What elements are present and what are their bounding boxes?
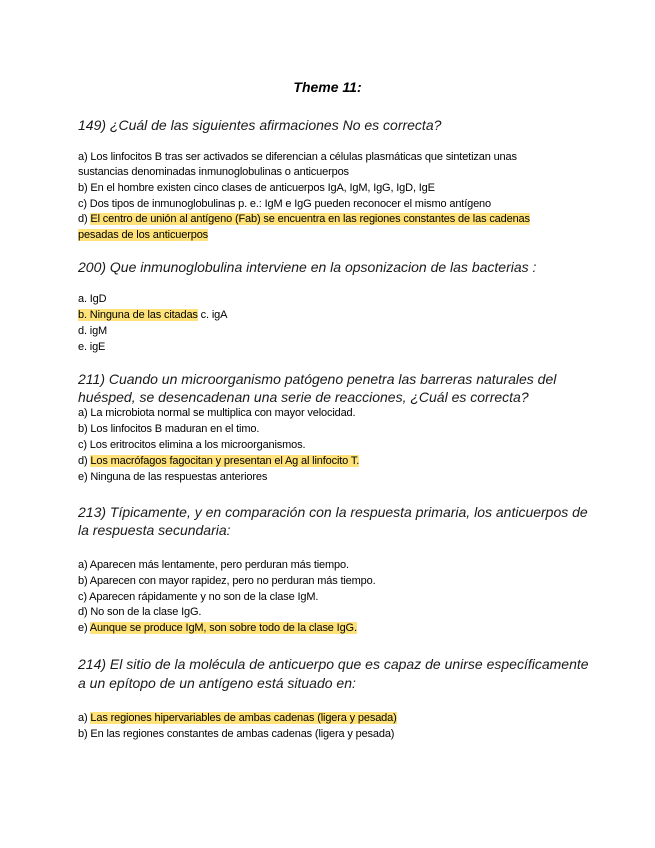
- q200-option-a: a. IgD: [78, 293, 107, 305]
- q211-option-c: c) Los eritrocitos elimina a los microorganismos.: [78, 439, 306, 451]
- q200-option-c: c. igA: [197, 309, 228, 321]
- q149-option-d-prefix: d): [78, 213, 91, 225]
- q149-option-d-line2: [78, 228, 208, 243]
- q213-option-e-prefix: e): [78, 622, 90, 634]
- q200-option-b: [78, 308, 227, 323]
- q200-answer-highlight: b. Ninguna de las citadas: [78, 309, 198, 321]
- q214-option-a-prefix: a): [78, 712, 91, 724]
- q213-answer-highlight: Aunque se produce IgM, son sobre todo de la clase IgG.: [89, 622, 357, 634]
- q214-option-b: b) En las regiones constantes de ambas cadenas (ligera y pesada): [78, 728, 395, 740]
- q149-option-c: c) Dos tipos de inmunoglobulinas p. e.: IgM e IgG pueden reconocer el mismo antígeno: [78, 198, 491, 210]
- q149-option-a-line1: a) Los linfocitos B tras ser activados se diferencian a células plasmáticas que sintetizan unas: [78, 151, 517, 163]
- q211-option-d-prefix: d): [78, 455, 91, 467]
- page-title: Theme 11:: [293, 79, 362, 95]
- question-214-line1: 214) El sitio de la molécula de anticuerpo que es capaz de unirse específicamente: [78, 656, 589, 672]
- q200-option-e: e. igE: [78, 341, 106, 353]
- q214-option-a: [78, 711, 397, 726]
- q213-option-a: a) Aparecen más lentamente, pero perduran más tiempo.: [78, 559, 349, 571]
- q211-answer-highlight: Los macrófagos fagocitan y presentan el Ag al linfocito T.: [90, 455, 360, 467]
- q200-option-d: d. igM: [78, 325, 108, 337]
- question-213-line2: la respuesta secundaria:: [78, 522, 231, 538]
- question-211-line1: 211) Cuando un microorganismo patógeno penetra las barreras naturales del: [78, 371, 557, 387]
- question-149: 149) ¿Cuál de las siguientes afirmaciones No es correcta?: [78, 117, 442, 133]
- q149-answer-highlight-cont: pesadas de los anticuerpos: [78, 229, 209, 241]
- q149-option-b: b) En el hombre existen cinco clases de anticuerpos IgA, IgM, IgG, IgD, IgE: [78, 182, 435, 194]
- question-200: 200) Que inmunoglobulina interviene en la opsonizacion de las bacterias :: [78, 259, 537, 275]
- question-213-line1: 213) Típicamente, y en comparación con la respuesta primaria, los anticuerpos de: [78, 504, 588, 520]
- q213-option-c: c) Aparecen rápidamente y no son de la clase IgM.: [78, 591, 319, 603]
- q149-option-d-line1: [78, 212, 530, 227]
- q213-option-b: b) Aparecen con mayor rapidez, pero no perduran más tiempo.: [78, 575, 376, 587]
- q214-answer-highlight: Las regiones hipervariables de ambas cadenas (ligera y pesada): [90, 712, 397, 724]
- q211-option-e: e) Ninguna de las respuestas anteriores: [78, 471, 268, 483]
- q211-option-d: [78, 454, 359, 469]
- question-211-line2: huésped, se desencadenan una serie de reacciones, ¿Cuál es correcta?: [78, 389, 529, 405]
- q149-option-a-line2: sustancias denominadas inmunoglobulinas o anticuerpos: [78, 166, 349, 178]
- q213-option-d: d) No son de la clase IgG.: [78, 606, 202, 618]
- q213-option-e: [78, 621, 357, 636]
- q149-answer-highlight: El centro de unión al antígeno (Fab) se encuentra en las regiones constantes de las cadenas: [90, 213, 530, 225]
- question-214-line2: a un epítopo de un antígeno está situado en:: [78, 675, 356, 691]
- q211-option-b: b) Los linfocitos B maduran en el timo.: [78, 423, 260, 435]
- q211-option-a: a) La microbiota normal se multiplica con mayor velocidad.: [78, 407, 356, 419]
